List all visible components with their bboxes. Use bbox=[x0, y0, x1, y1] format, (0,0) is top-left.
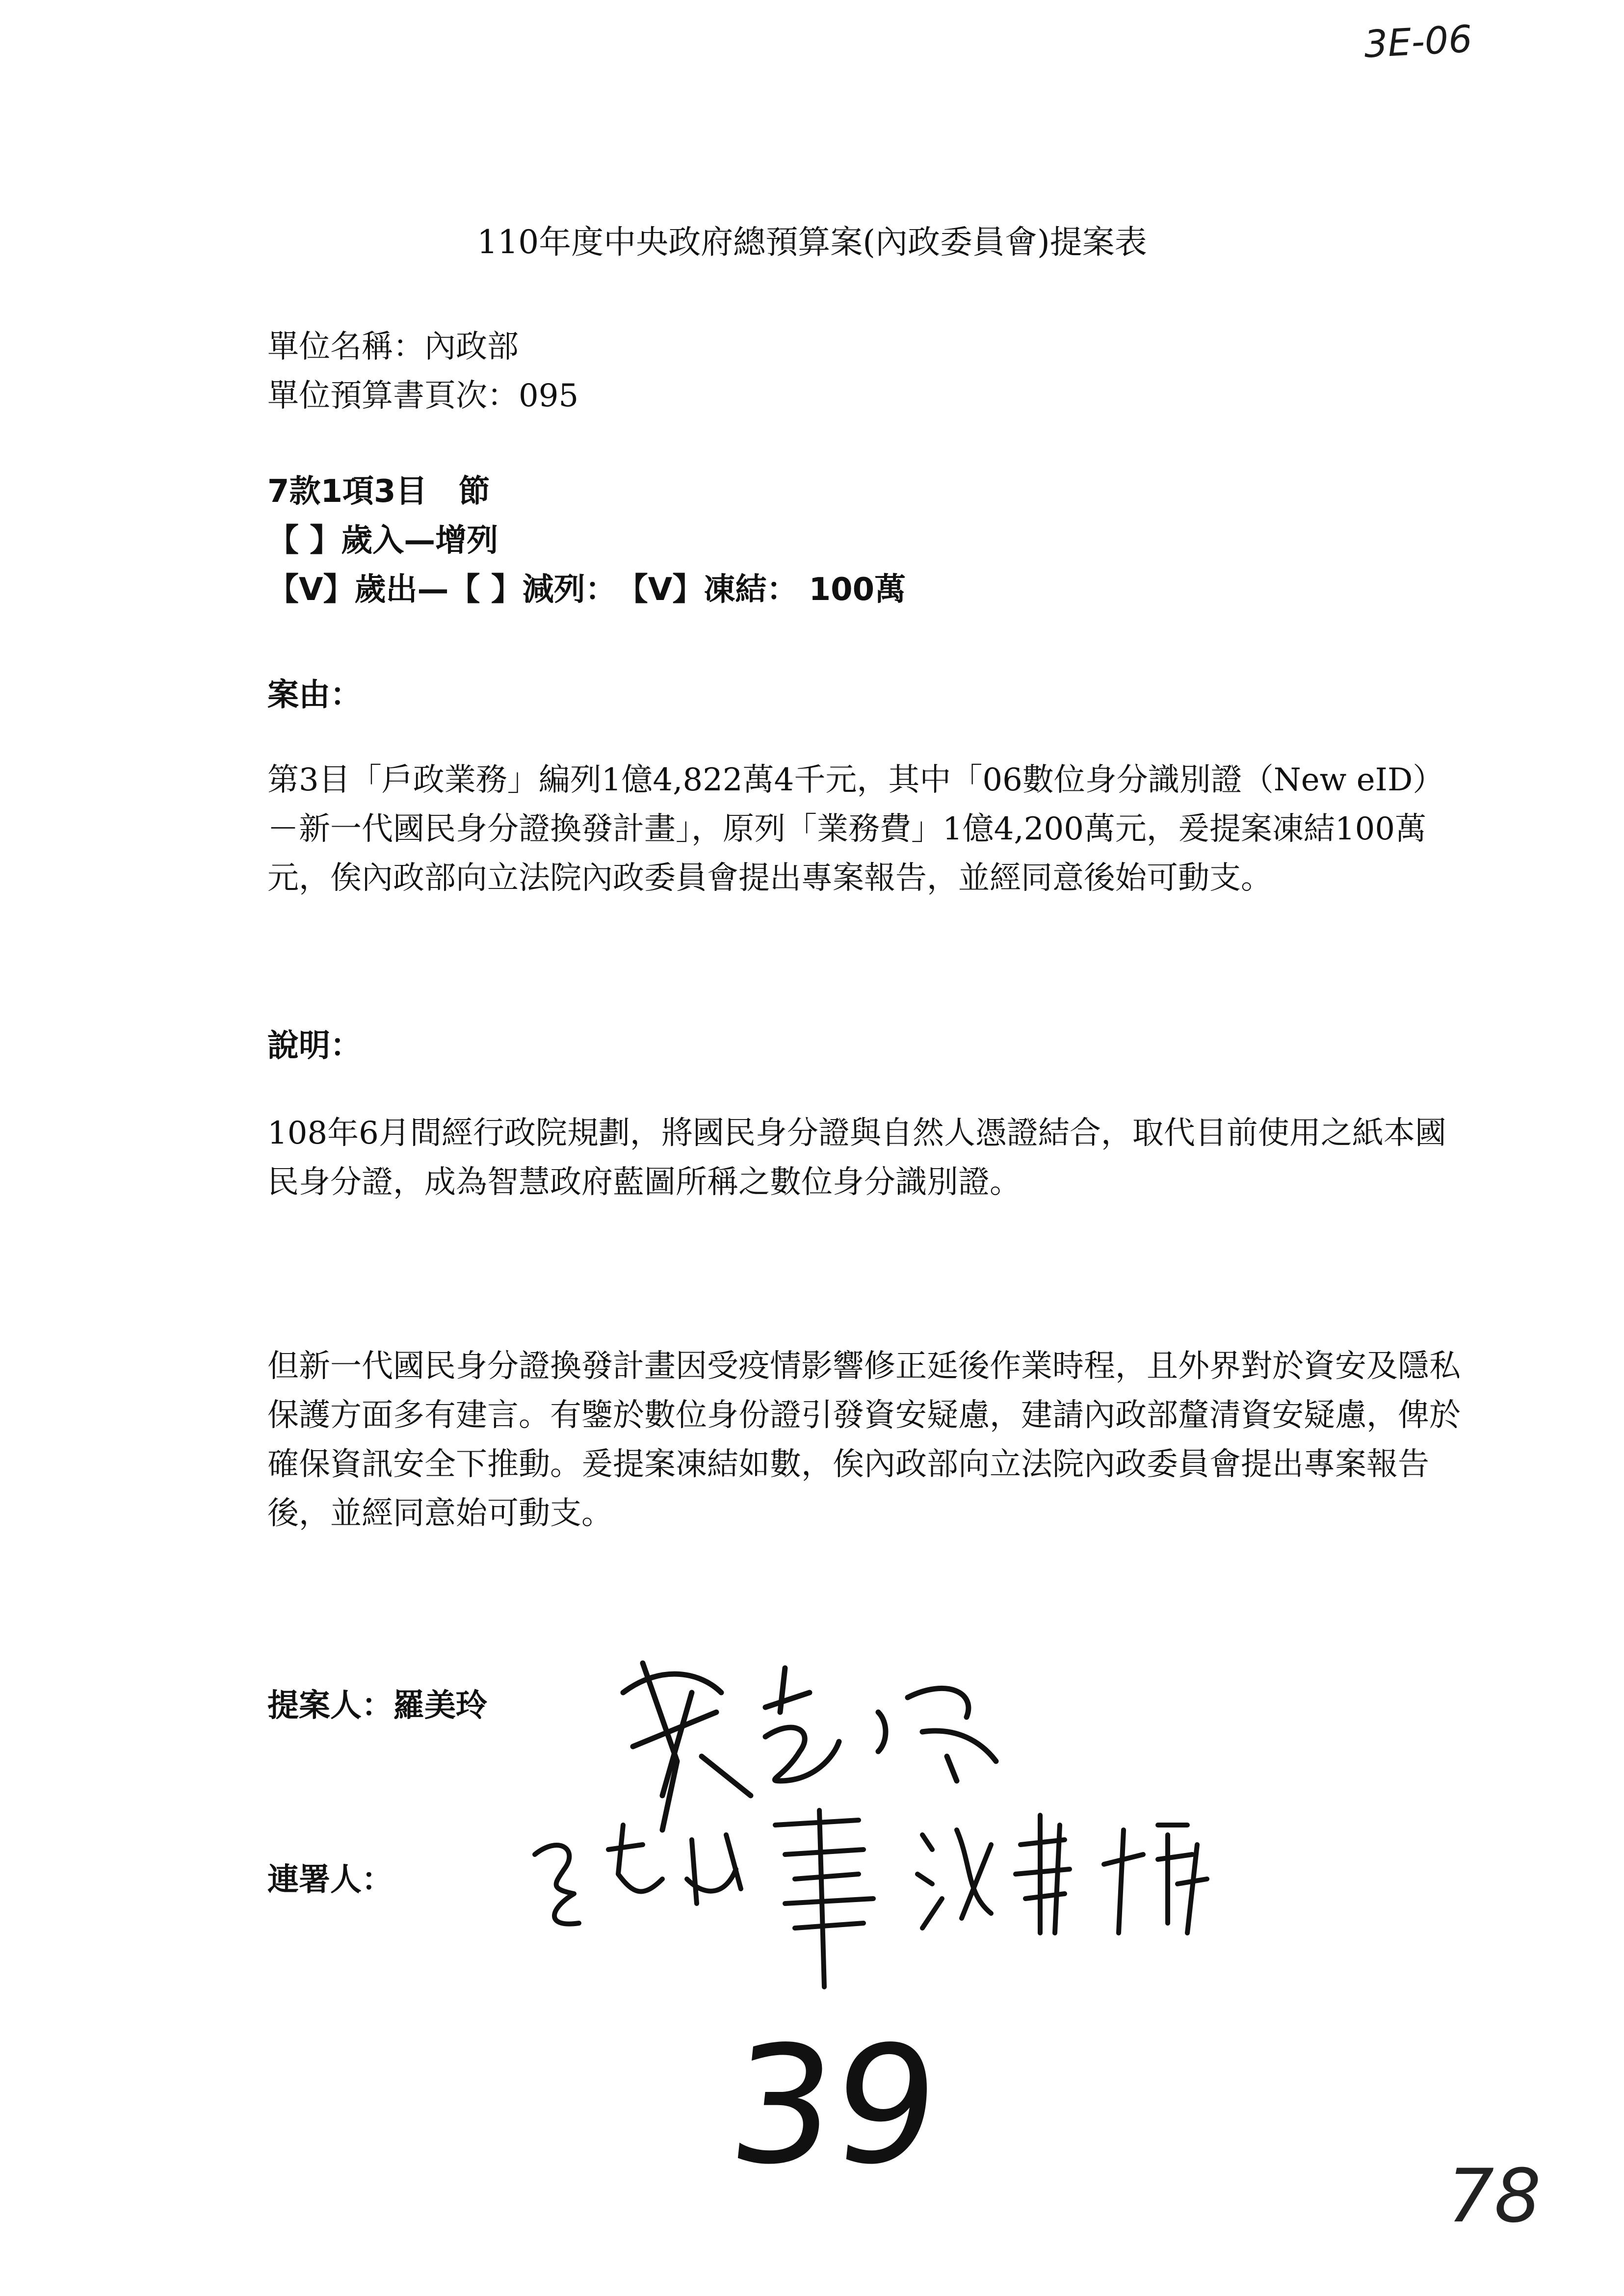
budget-code: 7款1項3目 節 bbox=[267, 473, 490, 510]
unit-name-label: 單位名稱： bbox=[267, 329, 424, 365]
unit-name-value: 內政部 bbox=[424, 329, 519, 365]
explanation-paragraph-1: 108年6月間經行政院規劃，將國民身分證與自然人憑證結合，取代目前使用之紙本國民身分證，成為智慧政府藍圖所稱之數位身分識別證。 bbox=[267, 1115, 1446, 1200]
reason-text: 第3目「戶政業務」編列1億4,822萬4千元，其中「06數位身分識別證（New eID）－新一代國民身分證換發計畫」，原列「業務費」1億4,200萬元，爰提案凍結100萬元，俟內政部向立法院內政委員會提出專案報告，並經同意後始可動支。 bbox=[267, 762, 1444, 896]
proposer-name: 羅美玲 bbox=[393, 1688, 487, 1724]
cosigner-signature-2 bbox=[913, 1786, 1305, 1953]
cosigner-label: 連署人： bbox=[267, 1862, 393, 1898]
explanation-paragraph-2: 但新一代國民身分證換發計畫因受疫情影響修正延後作業時程，且外界對於資安及隱私保護方面多有建言。有鑒於數位身份證引發資安疑慮，建請內政部釐清資安疑慮，俾於確保資訊安全下推動。爰提案凍結如數，俟內政部向立法院內政委員會提出專案報告後，並經同意始可動支。 bbox=[267, 1348, 1461, 1532]
explanation-heading: 說明： bbox=[267, 1028, 362, 1064]
revenue-line: 【 】歲入—增列 bbox=[267, 522, 498, 559]
proposer-row bbox=[267, 1680, 487, 1725]
expenditure-line: 【V】歲出—【 】減列： 【V】凍結： 100萬 bbox=[267, 572, 906, 608]
cosigner-signature-1 bbox=[520, 1781, 913, 1997]
unit-page-value: 095 bbox=[519, 378, 579, 414]
handwritten-number: 78 bbox=[1447, 2154, 1541, 2239]
page-number: 39 bbox=[721, 2011, 947, 2200]
proposer-label: 提案人： bbox=[267, 1688, 393, 1724]
document-title: 110年度中央政府總預算案(內政委員會)提案表 bbox=[477, 223, 1147, 261]
unit-name-row bbox=[267, 321, 519, 366]
unit-page-row bbox=[267, 370, 578, 416]
reason-heading: 案由： bbox=[267, 677, 362, 713]
unit-page-label: 單位預算書頁次： bbox=[267, 378, 519, 414]
document-code: 3E-06 bbox=[1362, 17, 1473, 66]
